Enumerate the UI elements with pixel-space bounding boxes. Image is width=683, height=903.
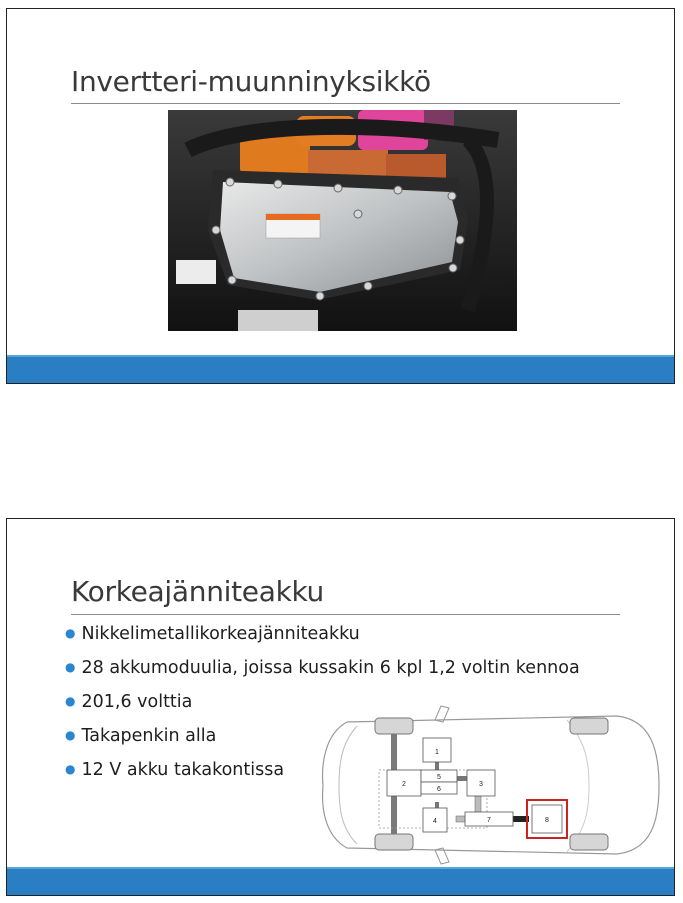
slide-battery xyxy=(6,518,675,896)
slide-title: Invertteri-muunninyksikkö xyxy=(71,65,431,98)
list-item: ● Takapenkin alla xyxy=(65,726,217,746)
diagram-label-5: 5 xyxy=(437,774,441,781)
diagram-label-7: 7 xyxy=(487,817,491,824)
diagram-label-4: 4 xyxy=(433,818,437,825)
list-item: ● 12 V akku takakontissa xyxy=(65,760,285,780)
list-item: ● 201,6 volttia xyxy=(65,692,193,712)
inverter-photo xyxy=(168,110,517,331)
list-item: ● Nikkelimetallikorkeajänniteakku xyxy=(65,624,360,644)
slide-title: Korkeajänniteakku xyxy=(71,575,324,608)
diagram-label-6: 6 xyxy=(437,786,441,793)
diagram-label-8: 8 xyxy=(545,817,549,824)
footer-bar xyxy=(7,867,674,895)
bullet-dot-icon: ● xyxy=(65,626,76,640)
car-layout-diagram xyxy=(317,704,663,866)
title-divider xyxy=(71,614,620,615)
slide-inverter xyxy=(6,8,675,384)
diagram-label-3: 3 xyxy=(479,781,483,788)
bullet-dot-icon: ● xyxy=(65,728,76,742)
bullet-dot-icon: ● xyxy=(65,762,76,776)
diagram-label-2: 2 xyxy=(402,781,406,788)
bullet-dot-icon: ● xyxy=(65,660,76,674)
list-item: ● 28 akkumoduulia, joissa kussakin 6 kpl 1,2 voltin kennoa xyxy=(65,658,580,678)
title-divider xyxy=(71,103,620,104)
diagram-label-1: 1 xyxy=(435,749,439,756)
bullet-dot-icon: ● xyxy=(65,694,76,708)
footer-bar xyxy=(7,355,674,383)
